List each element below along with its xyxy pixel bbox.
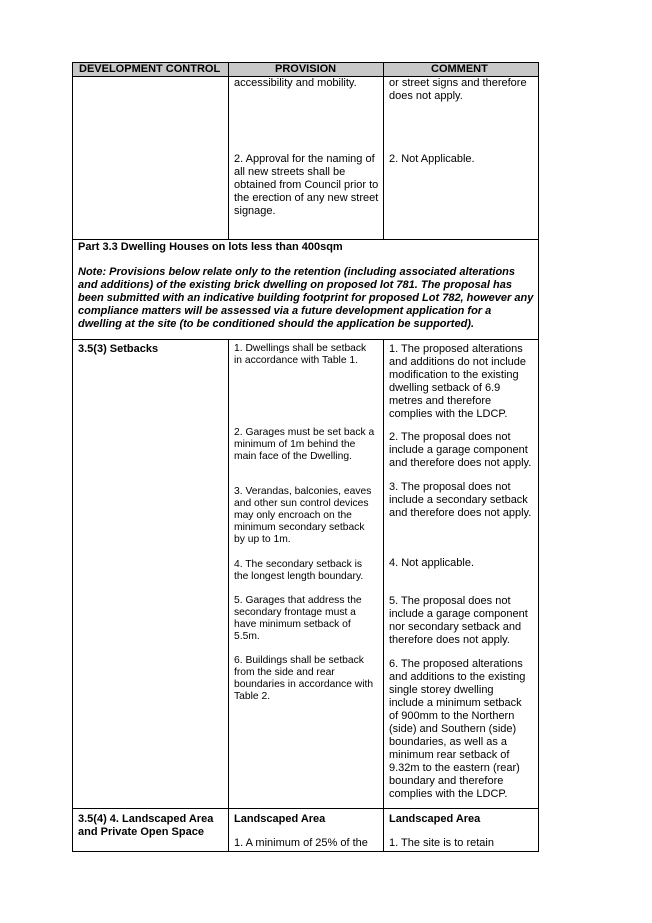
part-note: and additions) of the existing brick dwelling on proposed lot 781. The proposal has	[78, 279, 512, 291]
setback-comment-5: include a garage component	[389, 608, 528, 620]
column-divider	[383, 339, 384, 851]
setback-comment-1: metres and therefore	[389, 395, 492, 407]
setback-comment-6: 9.32m to the eastern (rear)	[389, 762, 520, 774]
setback-provision-3: minimum secondary setback	[234, 522, 365, 533]
setback-comment-6: and additions to the existing	[389, 671, 526, 683]
part-note: compliance matters will be assessed via a future development application for a	[78, 305, 492, 317]
setback-comment-3: include a secondary setback	[389, 494, 528, 506]
setback-provision-5: 5. Garages that address the	[234, 595, 362, 606]
provision-landscaped-1: 1. A minimum of 25% of the	[234, 837, 368, 849]
provision-street-naming: signage.	[234, 205, 276, 217]
setback-comment-4: 4. Not applicable.	[389, 557, 474, 569]
setback-comment-1: modification to the existing	[389, 369, 519, 381]
setback-comment-3: and therefore does not apply.	[389, 507, 532, 519]
setback-comment-2: and therefore does not apply.	[389, 457, 532, 469]
part-note: dwelling at the site (to be conditioned should the application be supported).	[78, 318, 475, 330]
setback-comment-6: include a minimum setback	[389, 697, 522, 709]
development-control-table	[72, 62, 539, 852]
setback-provision-3: 3. Verandas, balconies, eaves	[234, 486, 372, 497]
setback-provision-6: Table 2.	[234, 691, 271, 702]
setback-comment-6: minimum rear setback of	[389, 749, 510, 761]
column-divider	[228, 63, 229, 239]
setback-comment-3: 3. The proposal does not	[389, 481, 511, 493]
setback-provision-3: may only encroach on the	[234, 510, 352, 521]
header-comment: COMMENT	[431, 63, 488, 75]
comment-continued: does not apply.	[389, 90, 463, 102]
provision-continued: accessibility and mobility.	[234, 77, 357, 89]
part-note: Note: Provisions below relate only to the retention (including associated alterations	[78, 266, 516, 278]
provision-landscaped-heading: Landscaped Area	[234, 813, 326, 825]
control-landscaped-area: 3.5(4) 4. Landscaped Area	[78, 813, 214, 825]
comment-landscaped-heading: Landscaped Area	[389, 813, 481, 825]
setback-comment-5: nor secondary setback and	[389, 621, 522, 633]
control-landscaped-area: and Private Open Space	[78, 826, 204, 838]
setback-comment-6: boundaries, as well as a	[389, 736, 508, 748]
column-divider	[383, 63, 384, 239]
setback-provision-2: minimum of 1m behind the	[234, 439, 356, 450]
setback-comment-1: complies with the LDCP.	[389, 408, 508, 420]
setback-provision-2: main face of the Dwelling.	[234, 451, 352, 462]
setback-provision-5: have minimum setback of	[234, 619, 351, 630]
table-header-row	[73, 63, 538, 77]
setback-comment-6: of 900mm to the Northern	[389, 710, 515, 722]
setback-provision-1: in accordance with Table 1.	[234, 355, 359, 366]
setback-comment-2: include a garage component	[389, 444, 528, 456]
setback-provision-6: boundaries in accordance with	[234, 679, 374, 690]
setback-provision-4: 4. The secondary setback is	[234, 559, 363, 570]
setback-comment-2: 2. The proposal does not	[389, 431, 511, 443]
provision-street-naming: 2. Approval for the naming of	[234, 153, 375, 165]
setback-provision-4: the longest length boundary.	[234, 571, 364, 582]
setback-comment-6: (side) and Southern (side)	[389, 723, 517, 735]
part-heading: Part 3.3 Dwelling Houses on lots less than 400sqm	[78, 241, 343, 253]
comment-landscaped-1: 1. The site is to retain	[389, 837, 494, 849]
provision-street-naming: the erection of any new street	[234, 192, 379, 204]
comment-not-applicable: 2. Not Applicable.	[389, 153, 475, 165]
setback-comment-1: 1. The proposed alterations	[389, 343, 523, 355]
row-divider	[73, 239, 538, 240]
row-divider	[73, 808, 538, 809]
setback-provision-3: by up to 1m.	[234, 534, 291, 545]
control-setbacks: 3.5(3) Setbacks	[78, 343, 159, 355]
column-divider	[228, 339, 229, 851]
setback-comment-1: dwelling setback of 6.9	[389, 382, 501, 394]
setback-provision-6: from the side and rear	[234, 667, 335, 678]
setback-comment-6: boundary and therefore	[389, 775, 504, 787]
provision-street-naming: obtained from Council prior to	[234, 179, 379, 191]
setback-provision-3: and other sun control devices	[234, 498, 369, 509]
setback-comment-6: 6. The proposed alterations	[389, 658, 523, 670]
setback-provision-1: 1. Dwellings shall be setback	[234, 343, 367, 354]
setback-comment-5: 5. The proposal does not	[389, 595, 511, 607]
setback-provision-5: 5.5m.	[234, 631, 260, 642]
setback-provision-5: secondary frontage must a	[234, 607, 356, 618]
provision-street-naming: all new streets shall be	[234, 166, 346, 178]
setback-comment-1: and additions do not include	[389, 356, 526, 368]
part-note: been submitted with an indicative building footprint for proposed Lot 782, however any	[78, 292, 534, 304]
setback-provision-2: 2. Garages must be set back a	[234, 427, 375, 438]
comment-continued: or street signs and therefore	[389, 77, 527, 89]
setback-comment-6: single storey dwelling	[389, 684, 494, 696]
setback-comment-6: complies with the LDCP.	[389, 788, 508, 800]
setback-comment-5: therefore does not apply.	[389, 634, 510, 646]
setback-provision-6: 6. Buildings shall be setback	[234, 655, 364, 666]
header-provision: PROVISION	[275, 63, 337, 75]
header-development-control: DEVELOPMENT CONTROL	[79, 63, 221, 75]
row-divider	[73, 339, 538, 340]
